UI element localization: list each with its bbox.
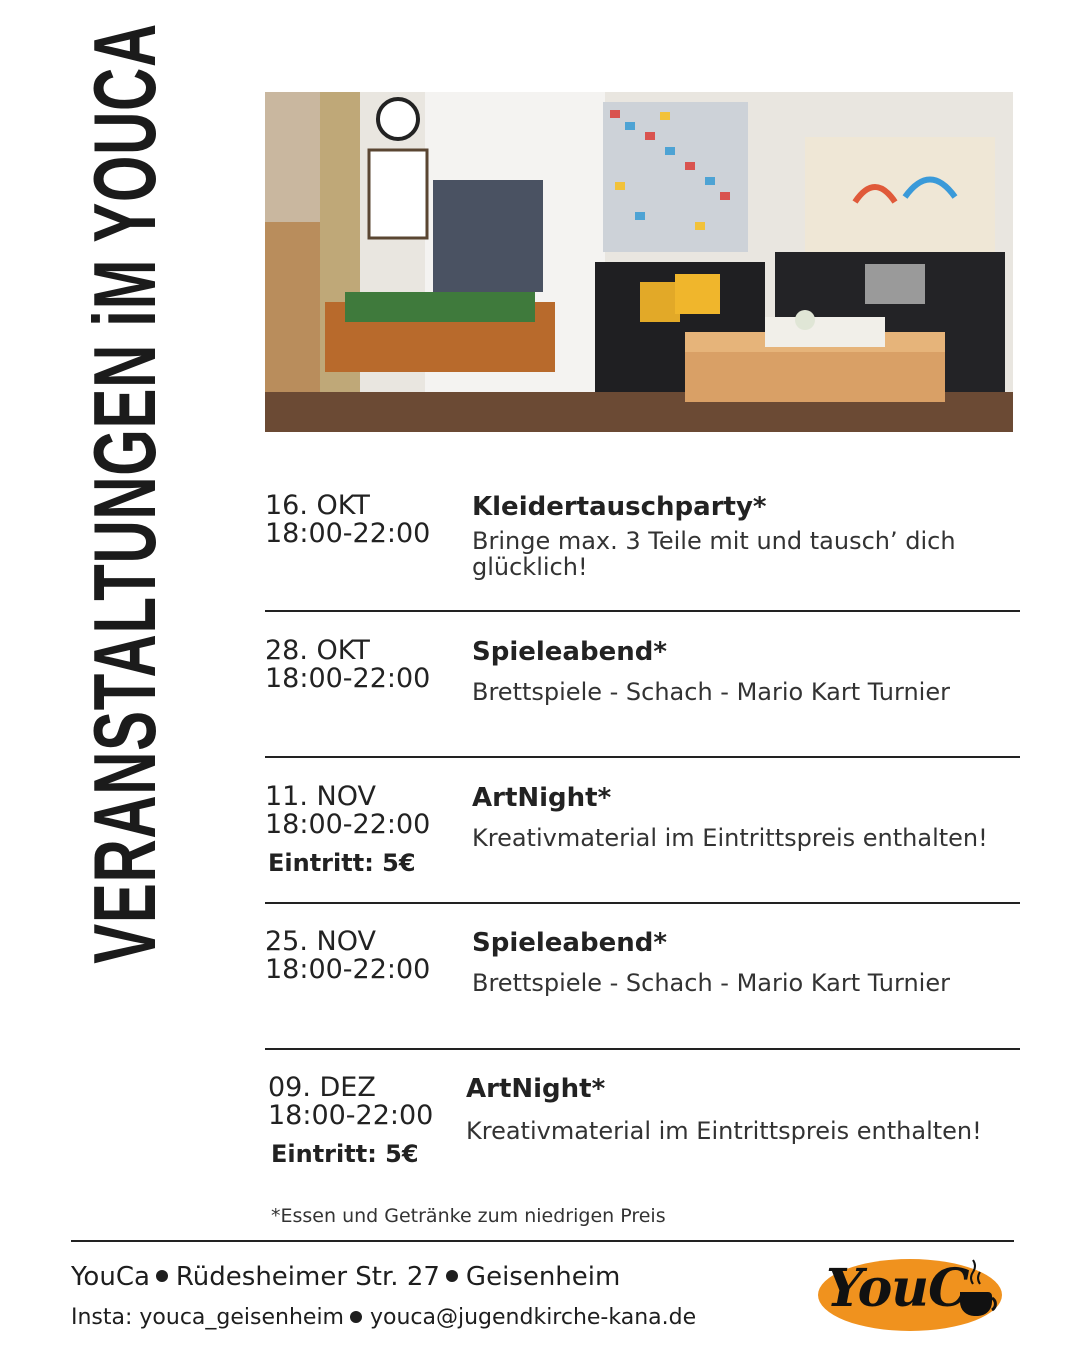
footnote: *Essen und Getränke zum niedrigen Preis bbox=[271, 1205, 666, 1227]
bullet-icon bbox=[350, 1311, 362, 1323]
contact-line bbox=[71, 1305, 696, 1330]
event-fee: Eintritt: 5€ bbox=[268, 849, 416, 877]
bullet-icon bbox=[156, 1270, 168, 1282]
event-description: Kreativmaterial im Eintrittspreis enthalten! bbox=[472, 824, 988, 852]
divider bbox=[265, 902, 1020, 904]
event-date: 25. NOV bbox=[265, 926, 376, 957]
page-title: VERANSTALTUNGEN iM YOUCA bbox=[75, 23, 174, 964]
address-line bbox=[71, 1262, 620, 1292]
event-title: Kleidertauschparty* bbox=[472, 492, 767, 522]
footer-divider bbox=[71, 1240, 1014, 1242]
event-title: Spieleabend* bbox=[472, 928, 667, 958]
event-time: 18:00-22:00 bbox=[265, 809, 431, 840]
bullet-icon bbox=[446, 1270, 458, 1282]
event-title: Spieleabend* bbox=[472, 637, 667, 667]
cafe-photo bbox=[265, 92, 1013, 432]
event-date: 09. DEZ bbox=[268, 1072, 376, 1103]
youca-logo bbox=[810, 1250, 1010, 1335]
event-date: 11. NOV bbox=[265, 781, 376, 812]
logo-text: YouC bbox=[826, 1258, 969, 1319]
event-time: 18:00-22:00 bbox=[268, 1100, 434, 1131]
city: Geisenheim bbox=[465, 1262, 621, 1292]
event-title: ArtNight* bbox=[466, 1074, 606, 1104]
event-description: Kreativmaterial im Eintrittspreis enthalten! bbox=[466, 1117, 982, 1145]
email-link[interactable]: youca@jugendkirche-kana.de bbox=[369, 1305, 697, 1330]
event-date: 16. OKT bbox=[265, 490, 370, 521]
event-date: 28. OKT bbox=[265, 635, 370, 666]
event-title: ArtNight* bbox=[472, 783, 612, 813]
divider bbox=[265, 756, 1020, 758]
street: Rüdesheimer Str. 27 bbox=[175, 1262, 440, 1292]
divider bbox=[265, 610, 1020, 612]
instagram-handle[interactable]: Insta: youca_geisenheim bbox=[71, 1305, 344, 1330]
divider bbox=[265, 1048, 1020, 1050]
event-fee: Eintritt: 5€ bbox=[271, 1140, 419, 1168]
event-time: 18:00-22:00 bbox=[265, 663, 431, 694]
event-description: Brettspiele - Schach - Mario Kart Turnier bbox=[472, 678, 950, 706]
event-time: 18:00-22:00 bbox=[265, 518, 431, 549]
event-description: Bringe max. 3 Teile mit und tausch’ dich glücklich! bbox=[472, 527, 956, 581]
event-time: 18:00-22:00 bbox=[265, 954, 431, 985]
event-description: Brettspiele - Schach - Mario Kart Turnier bbox=[472, 969, 950, 997]
venue-name: YouCa bbox=[71, 1262, 150, 1292]
